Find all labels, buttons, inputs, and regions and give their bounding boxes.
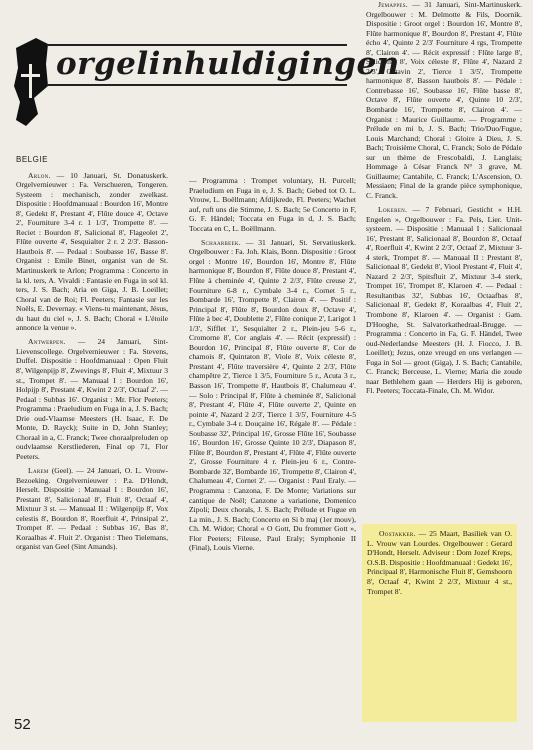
column-left xyxy=(16,155,168,715)
entry-text: — 25 Maart, Basiliek van O. L. Vrouw van Lourdes. Orgelbouwer : Gerard D'Hondt, Herselt. Adviseur : Dom Jozef Kreps, O.S.B. Dispositie : Hoofdmanuaal : Gedekt 16', Principaal 8', Harmonische Fluit 8', Gemshoorn 8', Octaaf 4', Kwint 2 2/3', Mixtuur 4 st., Trompet 8'. xyxy=(367,529,512,596)
entry-place: Larem xyxy=(28,465,49,475)
entry-oostakker xyxy=(367,529,512,596)
entry-text: (Geel). — 24 Januari, O. L. Vrouw-Bezoeking. Orgelvernieuwer : P.a. D'Hondt, Herselt. Dispositie : Manuaal I : Bourdon 16', Prestant 8', Salicionaal 8', Fluit 8', Octaaf 4', Mixtuur 3 st. — Manuaal II : Wilgenpijp 8', Vox celestis 8', Bourdon 8', Roerfluit 4', Prinsipal 2', Trompet 8'. — Pedaal : Subbas 16', Bas 8', Koraalbas 4'. Fluit 2'. Organist : Theo Tielemans, organist van Geel (Sint Amands). xyxy=(16,465,168,552)
entry-larem-continued xyxy=(189,176,356,233)
entry-text: — 24 Januari, Sint-Lievenscollege. Orgelvernieuwer : Fa. Stevens, Duffel. Dispositie : Hoofdmanuaal : Open Fluit 8', Wilgenpijp 8', Zwevings 8', Fluit 4', Mixtuur 3 st., Trompet 8'. — Manuaal I : Bourdon 16', Holpijp 8', Prestant 4', Kwint 2 2/3', Octaaf 2'. — Pedaal : Subbas 16'. Organist : Mr. Flor Peeters; Programma : Praeludium en Fuga in a, J. S. Bach; Drie oud-Vlaamse Meesters (H. Isaac, F. De Monte, D. Rayck); Suite in D, John Stanley; Choraal in a, C. Franck; Twee choraalpreluden op oudvlaamse Kerstliederen, Final op 71, Flor Peeters. xyxy=(16,337,168,461)
column-middle xyxy=(189,176,356,716)
section-title-belgie: BELGIE xyxy=(16,155,48,164)
entry-text: — 7 Februari, Gesticht « H.H. Engelen », Orgelbouwer : Fa. Pels, Lier. Unit-systeem. — Dispositie : Manuaal I : Salicionaal 16', Prestant 8', Salicionaal 8', Bourdon 8', Octaaf 4', Roerfluit 4', Kwint 2 2/3', Octaaf 2', Mixtuur 3-4 sterk, Trompet 8'. — Manuaal II : Prestant 8', Salicionaal 8', Gedekt 8', Viool Prestant 4', Fluit 4', Nazard 2 2/3', Spitsfluit 2', Mixtuur 3-4 sterk, Trompet 16', Trompet 8', Klaroen 4'. — Pedaal : Resultantbas 32', Subbas 16', Octaafbas 8', Salicionaal 8', Gedekt 8', Koraalbas 4', Fluit 2', Trombone 8', Klaroen 4'. — Organist : Gam. D'Hooghe, St. Salvatorkathedraal-Brugge. — Programma : Concerto in Fa, G. F. Händel, Twee oud-Nederlandse Meesters (H. J. Fiocco, J. B. Loeillet); Jezus, onze vreugd en ons verlangen — Fuga in Sol — groot (Giga), J. S. Bach; Cantabile, C. Franck; Berceuse, L. Vierne; Maria die zoude naar Bethlehem gaan — Herders Hij is geboren, Fl. Peeters; Toccata-Finale, Ch. M. Widor. xyxy=(366,204,522,396)
highlighted-entry-oostakker xyxy=(362,524,517,722)
column-right xyxy=(366,0,522,512)
entry-place: Arlon. xyxy=(28,170,51,180)
entry-place: Oostakker. xyxy=(379,529,416,538)
section-header xyxy=(12,14,400,132)
entry-antwerpen xyxy=(16,337,168,461)
entry-text: — Programma : Trompet voluntary, H. Purcell; Praeludium en Fuga in e, J. S. Bach; Gebed tot O. L. Vrouw, L. Boëllmann; Afdijkrede, Fl. Peeters; Wachet auf, ruft uns die Stimme, J. S. Bach; 5e Concerto in F, G. F. Händel; Toccata en Fuga in d, J. S. Bach; Toccata en C, L. Boëllmann. xyxy=(189,176,356,233)
page-number: 52 xyxy=(14,716,31,733)
header-title: orgelinhuldigingen xyxy=(56,46,400,82)
header-rule-bottom xyxy=(48,84,347,86)
entry-place: Antwerpen. xyxy=(28,337,66,347)
entry-place: Schaarbeek. xyxy=(201,237,241,247)
entry-text: — 10 Januari, St. Donatuskerk. Orgelvernieuwer : Fa. Verschueren, Tongeren. Systeem : mechanisch, zonder zwelkast. Dispositie : Hoofdmanuaal : Bourdon 16', Montre 8', Gedekt 8', Prestant 4', Flûte douce 4', Octave 2', Fourniture 3-4 r. 1 1/3', Trompette 8'. — Reciet : Bourdon 8', Salicional 8', Flageolet 2', Flûte ouverte 4', Sesquialter 2 r. 2 2/3'. Basson-Hautbois 8'. — Pedaal : Soubasse 16', Basse 8'. Organist : Emile Binet, organist van de St. Martinuskerk te Arlon; Programma : Concerto in la kl. ters, A. Vivaldi : Fantasie en Fuga in sol kl. ters, J. S. Bach; Aria en Giga, J. B. Loeillet; Choral van de Roi; Fl. Peeters; Fantasie sur les Noëls, E. Devernay. « Viens-tu maintenant, Jésus, du haut du ciel », J. S. Bach; Choral « L'étoile annonce la venue ». xyxy=(16,170,168,333)
entry-place: Lokeren. xyxy=(378,204,408,214)
entry-text: — 31 Januari, Sint-Martinuskerk. Orgelbouwer : M. Delmotte & Fils, Doornik. Dispositie : Groot orgel : Bourdon 16', Montre 8', Flûte harmonique 8', Bourdon 8', Prestant 4', Flûte écho 4', Quinte 2 2/3' Fourniture 4 rgs, Trompette 8', Clairon 4'. — Récit expressif : Flûte large 8', Salicional 8', Voix céleste 8', Flûte 4', Nazard 2 2/3', Octavin 2', Tierce 1 3/5', Trompette harmonique 8', Basson hautbois 8'. — Pédale : Contrebasse 16', Soubasse 16', Flûte basse 8', Octave 8', Flûte ouverte 4', Quinte 10 2/3', Bombarde 16', Trompette 8', Clairon 4'. — Organist : Maurice Guillaume. — Programme : Prélude en mi b, J. S. Bach; Trio/Duo/Fugue, Louis Marchand; Choral : Gloire à Dieu, J. S. Bach; Troisième Choral, C. Franck; Solo de Pédale sur un thème de Frescobaldi, J. Langlais; Hommage à César Franck N° 3 grave, M. Guillaume; Cantabile, C. Franck; L'Ascension, O. Messiaen; Final de la grande pièce symphonique, C. Franck. xyxy=(366,0,522,200)
entry-larem xyxy=(16,466,168,552)
entry-place: Jemappes. xyxy=(378,0,409,9)
entry-lokeren xyxy=(366,205,522,396)
entry-text: — 31 Januari, St. Servatiuskerk. Orgelbouwer : Fa. Joh. Klais, Bonn. Dispositie : Groot orgel : Montre 16', Bourdon 16', Montre 8', Flûte harmonique 8', Bourdon 8', Flûte douce 8', Prestant 4', Flûte à cheminée 4', Quinte 2 2/3', Flûte creuse 2', Fourniture 6-8 r., Cymbale 3-4 r., Cornet 5 r., Bombarde 16', Trompette 8', Clairon 4'. — Positif : Principal 8', Flûte 8', Bourdon doux 8', Octave 4', Flûte à bec 4', Doublette 2', Flûte conique 2', Larigot 1 1/3', Sifflet 1', Sesquialter 2 r., Plein-jeu 5-6 r., Cromorne 8', Cor anglais 4'. — Récit (expressif) : Bourdon 16', Principal 8', Flûte ouverte 8', Cor de chamois 8', Quintaton 8', Viole 8', Voix céleste 8', Prestant 4', Flûte traversière 4', Quinte 2 2/3', Flûte champêtre 2', Tierce 1 3/5, Fourniture 5 r., Acuta 3 r., Basson 16', Trompette 8', Hautbois 8', Chalumeau 4'. — Solo : Principal 8', Flûte à cheminée 8', Salicional 8', Prestant 4', Flûte 4', Flûte ouverte 2', Quinte en pointe 4', Nazard 2 2/3', Tierce 1 3/5', Fourniture 4-5 r., Cymbale 3-4 r. Douçaine 16', Régale 8'. — Pédale : Soubasse 32', Principal 16', Grosse Flûte 16', Soubasse 16', Bourdon 16', Grosse Quinte 10 2/3', Diapason 8', Flûte 8', Bourdon 8', Prestant 4', Flûte 4', Flûte ouverte 2', Grosse Fourniture 4 r. Plein-jeu 6 r., Contre-Bombarde 32', Bombarde 16', Trompette 8', Clairon 4', Chalumeau 4', Cornet 2'. — Organist : Paul Eraly. — Programma : Canzona, F. De Monte; Variations sur cantique de Noël; Canzone a variatione, Domenico Zipoli; Deux chorals, J. S. Bach; Prélude et Fugue en La min., J. S. Bach; Concerto en Si b maj (1er mouv), Ch. M. Widor; Choral « O Gott, Du frommer Gott », Flor Peeters; Fileuse, Paul Eraly; Symphonie II (Final), Louis Vierne. xyxy=(189,237,356,553)
entry-jemappes xyxy=(366,0,522,200)
cross-emblem-icon xyxy=(12,14,52,132)
entry-arlon xyxy=(16,171,168,333)
entry-schaarbeek xyxy=(189,238,356,553)
